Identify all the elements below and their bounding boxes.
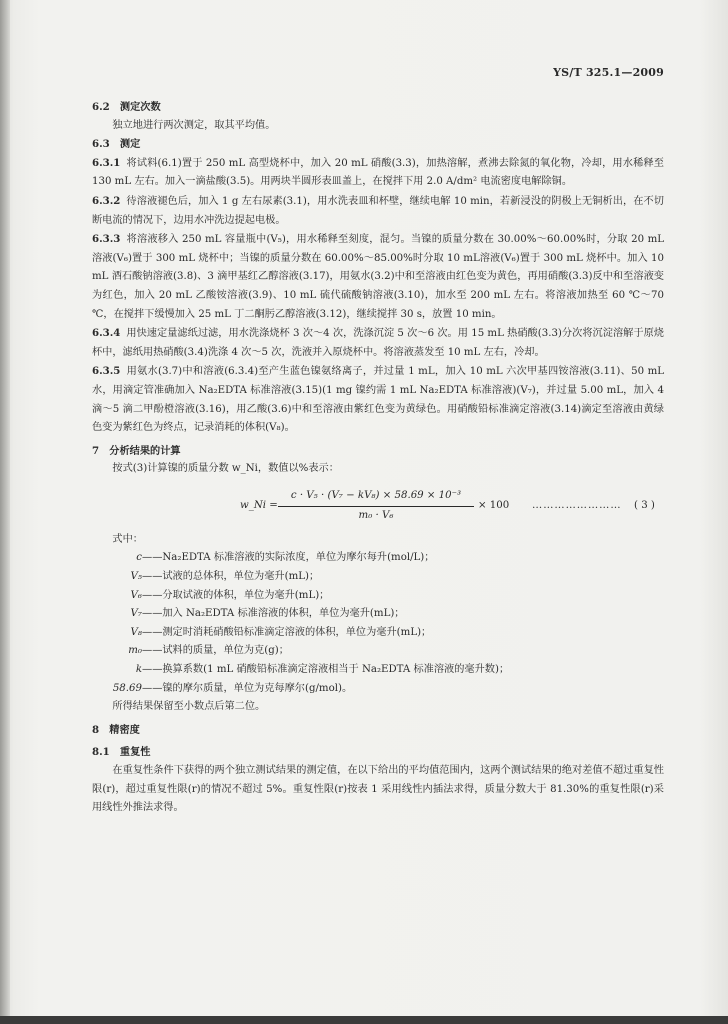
binding-shadow [0,0,10,1024]
para-8-1: 在重复性条件下获得的两个独立测试结果的测定值，在以下给出的平均值范围内，这两个测试结果的绝对差值不超过重复性限(r)，超过重复性限(r)的情况不超过 5%。重复性限(r)按表 1 采用线性内插法求得，质量分数大于 81.30%的重复性限(r)采用线性外推法求得。 [92,765,664,814]
page-body [92,98,664,818]
variable-symbol: m₀ [128,645,142,657]
clause-number: 6.3.1 [92,156,121,169]
clause-text: 将试料(6.1)置于 250 mL 高型烧杯中，加入 20 mL 硝酸(3.3)，加热溶解，煮沸去除氮的氧化物，冷却，用水稀释至 130 mL 左右。加入一滴盐酸(3.5)。用两块半圆形表皿盖上，在搅拌下用 2.0 A/dm² 电流密度电解除铜。 [92,157,664,188]
clause-number: 6.3.2 [92,194,121,207]
formula-denominator: m₀ · V₆ [358,510,394,522]
variable-symbol: V₇ [130,608,142,620]
clause-number: 6.3.3 [92,233,121,246]
variable-definition [92,605,664,624]
variable-definition [92,587,664,606]
heading-7: 7 分析结果的计算 [92,444,181,457]
variable-description: ——Na₂EDTA 标准溶液的实际浓度，单位为摩尔每升(mol/L)； [142,552,435,564]
heading-8-1: 8.1 重复性 [92,746,151,759]
para-6-3-3 [92,230,664,324]
variable-description: ——测定时消耗硝酸铅标准滴定溶液的体积，单位为毫升(mL)； [142,626,432,638]
formula-intro: 按式(3)计算镍的质量分数 w_Ni，数值以%表示： [112,463,339,475]
variable-symbol: V₆ [130,589,142,601]
variable-symbol: 58.69 [112,682,142,694]
variable-symbol: c [136,552,142,564]
formula-number: ( 3 ) [634,499,655,511]
clause-text: 用氨水(3.7)中和溶液(6.3.4)至产生蓝色镍氨络离子，并过量 1 mL，加入 10 mL 六次甲基四铵溶液(3.11)、50 mL 水，用滴定管准确加入 Na₂EDTA 标准溶液(3.15)(1 mg 镍约需 1 mL Na₂EDTA 标准溶液)(V₇)，并过量 5.00 mL，加入 4 滴～5 滴二甲酚橙溶液(3.16)，用乙酸(3.6)中和至溶液由紫红色变为黄绿色。用硝酸铅标准滴定溶液(3.14)滴定至溶液由黄绿色变为紫红色为终点，记录消耗的体积(V₈)。 [92,366,664,434]
clause-text: 用快速定量滤纸过滤，用水洗涤烧杯 3 次～4 次，洗涤沉淀 5 次～6 次。用 15 mL 热硝酸(3.3)分次将沉淀溶解于原烧杯中，滤纸用热硝酸(3.4)洗涤 4 次～5 次，洗液并入原烧杯中。将溶液蒸发至 10 mL 左右，冷却。 [92,328,664,358]
variable-symbol: V₈ [130,626,142,638]
variable-list [92,549,664,698]
scan-bottom-edge [0,1016,728,1024]
variable-definition [92,680,664,699]
clause-number: 6.3.5 [92,365,121,378]
variable-definition [92,568,664,587]
formula-multiplier: × 100 [478,499,510,511]
variable-symbol: k [135,664,142,676]
formula-leader-dots: …………………… [532,499,622,511]
para-6-3-1 [92,154,664,192]
variable-description: ——试液的总体积，单位为毫升(mL)； [142,571,320,583]
variable-definition [92,624,664,643]
variable-description: ——分取试液的体积，单位为毫升(mL)； [142,589,330,601]
heading-8: 8 精密度 [92,723,140,736]
variable-description: ——镍的摩尔质量，单位为克每摩尔(g/mol)。 [142,682,353,694]
clause-text: 待溶液褪色后，加入 1 g 左右尿素(3.1)，用水洗表皿和杯壁，继续电解 10 min，若新浸没的阴极上无铜析出，在不切断电流的情况下，边用水冲洗边提起电极。 [92,195,664,226]
heading-6-3: 6.3 测定 [92,138,141,151]
clause-number: 6.3.4 [92,327,121,340]
standard-code: YS/T 325.1—2009 [553,66,664,79]
variable-definition [92,549,664,568]
variable-description: ——试料的质量，单位为克(g)； [142,645,289,657]
variable-symbol: V₅ [130,571,142,583]
variable-definition [92,661,664,680]
formula-3 [92,483,664,529]
variable-definition [92,642,664,661]
formula-lhs: w_Ni = [240,499,278,511]
clause-text: 将溶液移入 250 mL 容量瓶中(V₅)，用水稀释至刻度，混匀。当镍的质量分数在 30.00%～60.00%时，分取 20 mL 溶液(V₆)置于 300 mL 烧杯中；当镍的质量分数在 60.00%～85.00%时分取 10 mL溶液(V₆)置于 300 mL 烧杯中。加入 10 mL 酒石酸钠溶液(3.8)、3 滴甲基红乙醇溶液(3.17)，用氨水(3.2)中和至溶液由红色变为黄色，再用硝酸(3.3)反中和至溶液变为红色，加入 20 mL 乙酸铵溶液(3.9)、10 mL 硫代硫酸钠溶液(3.10)，加水至 200 mL 左右。将溶液加热至 60 ℃～70 ℃，在搅拌下缓慢加入 25 mL 丁二酮肟乙醇溶液(3.12)，继续搅拌 30 s，放置 10 min。 [92,234,664,320]
heading-6-2: 6.2 测定次数 [92,101,161,113]
para-6-3-5 [92,362,664,437]
para-6-3-2 [92,192,664,230]
where-label: 式中： [112,533,143,545]
para-6-2: 独立地进行两次测定，取其平均值。 [112,119,276,131]
variable-description: ——换算系数(1 mL 硝酸铅标准滴定溶液相当于 Na₂EDTA 标准溶液的毫升数)； [142,664,510,676]
formula-fraction [278,487,474,526]
variable-description: ——加入 Na₂EDTA 标准溶液的体积，单位为毫升(mL)； [142,608,405,620]
para-6-3-4 [92,324,664,362]
formula-numerator: c · V₅ · (V₇ − kV₈) × 58.69 × 10⁻³ [278,487,474,508]
result-note: 所得结果保留至小数点后第二位。 [112,701,266,713]
